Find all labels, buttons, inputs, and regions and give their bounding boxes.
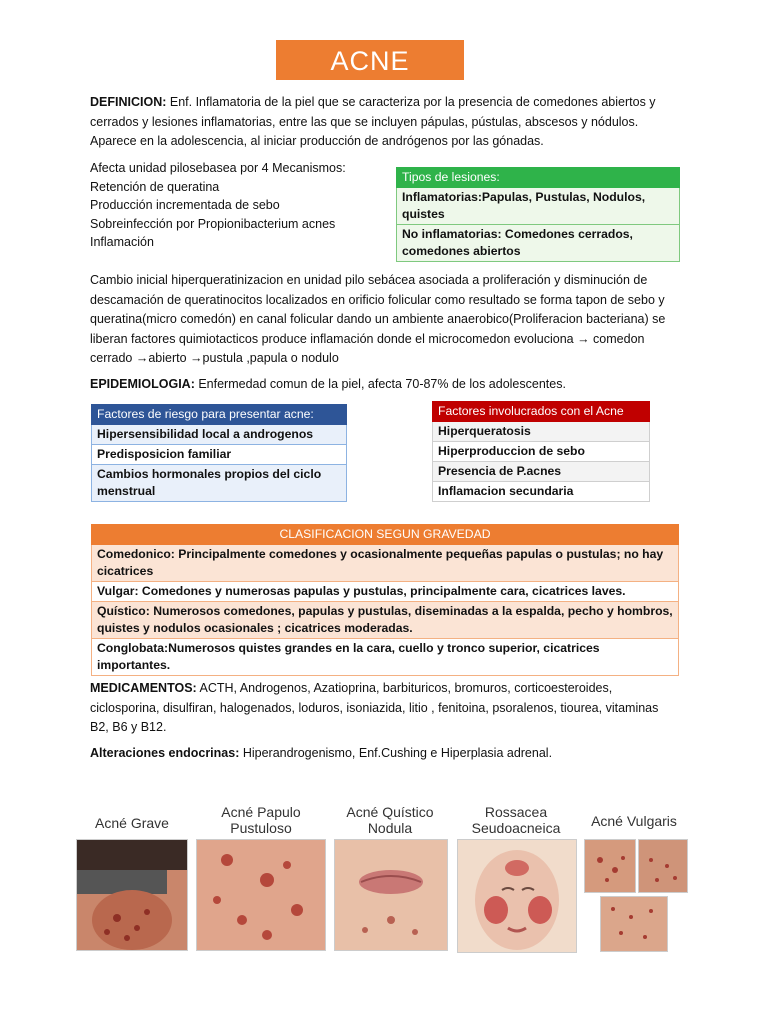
medicamentos-text: ACTH, Androgenos, Azatioprina, barbituricos, bromuros, corticoesteroides, ciclosporina, disulfiran, halogenados, loduros, isoniazida, litio , fenitoina, psoralenos, tiourea, vitaminas B2, B6 y B12. xyxy=(90,681,659,734)
mecanismo-item: Inflamación xyxy=(90,235,154,249)
photo-caption: Rossacea Seudoacneica xyxy=(471,804,561,836)
mecanismos-heading: Afecta unidad pilosebasea por 4 Mecanismos: xyxy=(90,161,346,175)
tipos-row: Inflamatorias:Papulas, Pustulas, Nodulos, quistes xyxy=(397,188,680,225)
epidemiologia-text: Enfermedad comun de la piel, afecta 70-87% de los adolescentes. xyxy=(194,377,566,391)
epidemiologia-label: EPIDEMIOLOGIA: xyxy=(90,377,195,391)
involucrados-header: Factores involucrados con el Acne xyxy=(433,402,650,422)
riesgo-row: Hipersensibilidad local a androgenos xyxy=(92,425,347,445)
riesgo-header: Factores de riesgo para presentar acne: xyxy=(92,405,347,425)
photo-caption: Acné Papulo Pustuloso xyxy=(221,804,301,836)
alteraciones-label: Alteraciones endocrinas: xyxy=(90,746,240,760)
riesgo-row: Cambios hormonales propios del ciclo menstrual xyxy=(92,465,347,502)
mecanismo-item: Retención de queratina xyxy=(90,179,220,194)
photo-caption: Acné Grave xyxy=(95,815,169,831)
acne-vulgaris-photo-face xyxy=(584,839,636,893)
mecanismo-item: Sobreinfección por Propionibacterium acnes xyxy=(90,216,336,231)
tipos-lesiones-table xyxy=(396,167,680,262)
alteraciones-paragraph xyxy=(90,744,680,764)
tipos-row: No inflamatorias: Comedones cerrados, comedones abiertos xyxy=(397,225,680,262)
acne-papulo-pustuloso-photo xyxy=(196,839,326,951)
photo-caption: Acné Vulgaris xyxy=(591,813,677,829)
clasificacion-row: Conglobata:Numerosos quistes grandes en la cara, cuello y tronco superior, cicatrices importantes. xyxy=(92,639,679,676)
clasificacion-header: CLASIFICACION SEGUN GRAVEDAD xyxy=(92,525,679,545)
alteraciones-text: Hiperandrogenismo, Enf.Cushing e Hiperplasia adrenal. xyxy=(239,746,553,760)
clasificacion-row: Comedonico: Principalmente comedones y ocasionalmente pequeñas papulas o pustulas; no hay cicatrices xyxy=(92,545,679,582)
acne-grave-photo xyxy=(76,839,188,951)
tipos-header: Tipos de lesiones: xyxy=(397,168,680,188)
page-title: ACNE xyxy=(276,40,464,80)
definicion-paragraph xyxy=(90,93,680,152)
involucrados-row: Inflamacion secundaria xyxy=(433,482,650,502)
clasificacion-row: Quístico: Numerosos comedones, papulas y pustulas, diseminadas a la espalda, pecho y hombros, quistes y nodulos ocasionales ; cicatrices moderadas. xyxy=(92,602,679,639)
medicamentos-paragraph xyxy=(90,679,680,738)
factores-riesgo-table xyxy=(91,404,347,502)
mecanismos-block xyxy=(90,159,380,252)
photo-caption: Acné Quístico Nodula xyxy=(346,804,434,836)
epidemiologia-paragraph xyxy=(90,375,680,395)
definicion-label: DEFINICION: xyxy=(90,95,167,109)
mecanismo-item: Producción incrementada de sebo xyxy=(90,198,280,212)
acne-vulgaris-photo-back xyxy=(600,896,668,952)
involucrados-row: Presencia de P.acnes xyxy=(433,462,650,482)
clasificacion-row: Vulgar: Comedones y numerosas papulas y pustulas, principalmente cara, cicatrices laves. xyxy=(92,582,679,602)
rossacea-seudoacneica-photo xyxy=(457,839,577,953)
cambio-paragraph: Cambio inicial hiperqueratinizacion en unidad pilo sebácea asociada a proliferación y disminución de descamación de queratinocitos localizados en orificio folicular como resultado se forma tapon de sebo y queratina(micro comedón) en canal folicular dando un ambiente anaerobico(Proliferacion bacteriana) se liberan factores quimiotacticos produce inflamación donde el microcomedon evoluciona → comedon cerrado →abierto →pustula ,papula o nodulo xyxy=(90,273,666,365)
acne-quistico-nodula-photo xyxy=(334,839,448,951)
medicamentos-label: MEDICAMENTOS: xyxy=(90,681,197,695)
involucrados-row: Hiperqueratosis xyxy=(433,422,650,442)
riesgo-row: Predisposicion familiar xyxy=(92,445,347,465)
acne-vulgaris-photo-torso xyxy=(638,839,688,893)
involucrados-row: Hiperproduccion de sebo xyxy=(433,442,650,462)
factores-involucrados-table xyxy=(432,401,650,502)
clasificacion-table xyxy=(91,524,679,676)
definicion-text: Enf. Inflamatoria de la piel que se caracteriza por la presencia de comedones abiertos y cerrados y lesiones inflamatorias, entre las que se incluyen pápulas, pústulas, abscesos y nódulos. Aparece en la adolescencia, al iniciar producción de andrógenos por las gónadas. xyxy=(90,95,656,148)
